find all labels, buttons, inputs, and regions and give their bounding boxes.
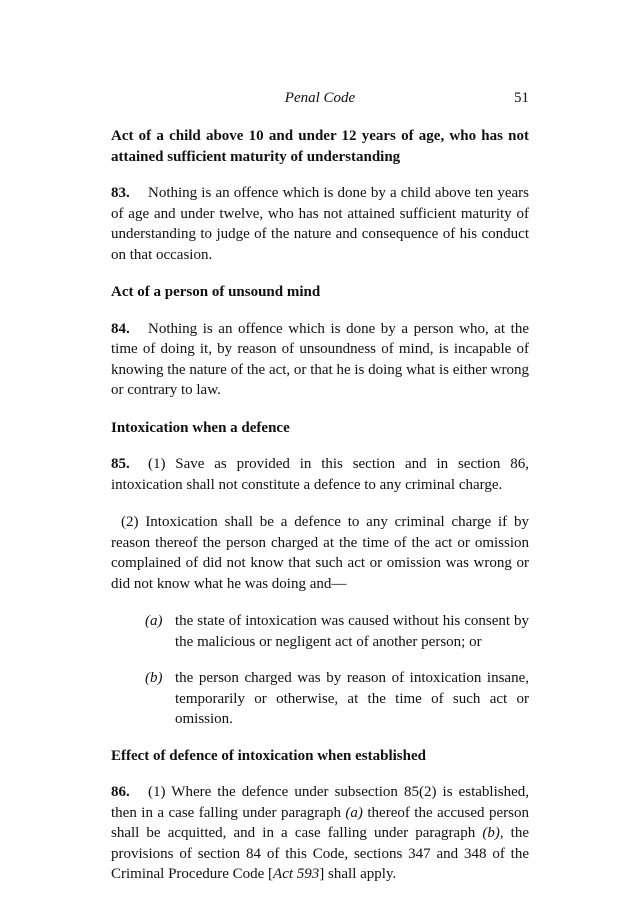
item-text: the person charged was by reason of intoxication insane, temporarily or otherwise, at the time of such act or omission. <box>175 670 529 727</box>
item-label: (b) <box>145 670 163 686</box>
section-86-body <box>111 782 529 885</box>
section-86-text-part4: ] shall apply. <box>319 866 397 882</box>
section-86-text-part1: (1) Where the defence under subsection 85(2) is established, then in a case falling under paragraph <box>111 784 529 821</box>
section-85-sub1-text: (1) Save as provided in this section and in section 86, intoxication shall not constitute a defence to any criminal charge. <box>111 456 529 493</box>
section-85-item-b <box>145 668 529 730</box>
section-84-number: 84. <box>111 320 130 337</box>
paragraph-ref-a: (a) <box>345 804 363 821</box>
section-86-text-part2: thereof the accused person shall be acquitted, and in a case falling under paragraph <box>111 804 529 841</box>
act-reference: Act 593 <box>273 866 320 882</box>
section-84-text: Nothing is an offence which is done by a person who, at the time of doing it, by reason of unsoundness of mind, is incapable of knowing the nature of the act, or that he is doing what is either wrong or contrary to law. <box>111 320 529 398</box>
section-85-item-a <box>145 611 529 652</box>
section-83-text: Nothing is an offence which is done by a child above ten years of age and under twelve, who has not attained sufficient maturity of understanding to judge of the nature and consequence of his conduct on that occasion. <box>111 185 529 263</box>
page-number: 51 <box>514 90 529 106</box>
page-header <box>111 88 529 108</box>
section-86-text-part3: , the provisions of section 84 of this Code, sections 347 and 348 of the Criminal Procedure Code [ <box>111 825 530 882</box>
section-85-number: 85. <box>111 456 130 472</box>
document-page <box>111 88 529 902</box>
item-label: (a) <box>145 613 163 629</box>
section-85-subsection-1 <box>111 454 529 495</box>
running-title: Penal Code <box>284 90 356 106</box>
section-85-heading: Intoxication when a defence <box>111 419 290 436</box>
section-86-number: 86. <box>111 784 130 800</box>
section-85-subsection-2: (2) Intoxication shall be a defence to any criminal charge if by reason thereof the person charged at the time of the act or omission complained of did not know that such act or omission was wrong or did not know what he was doing and— <box>111 514 529 592</box>
section-83-heading: Act of a child above 10 and under 12 years of age, who has not attained sufficient maturity of understanding <box>111 128 529 165</box>
section-83-body <box>111 183 529 265</box>
section-83-number: 83. <box>111 185 130 201</box>
section-84-heading: Act of a person of unsound mind <box>111 284 321 300</box>
section-86-heading: Effect of defence of intoxication when established <box>111 747 426 764</box>
paragraph-ref-b: (b) <box>482 825 500 841</box>
item-text: the state of intoxication was caused without his consent by the malicious or negligent act of another person; or <box>175 613 529 650</box>
section-84-body <box>111 319 529 401</box>
